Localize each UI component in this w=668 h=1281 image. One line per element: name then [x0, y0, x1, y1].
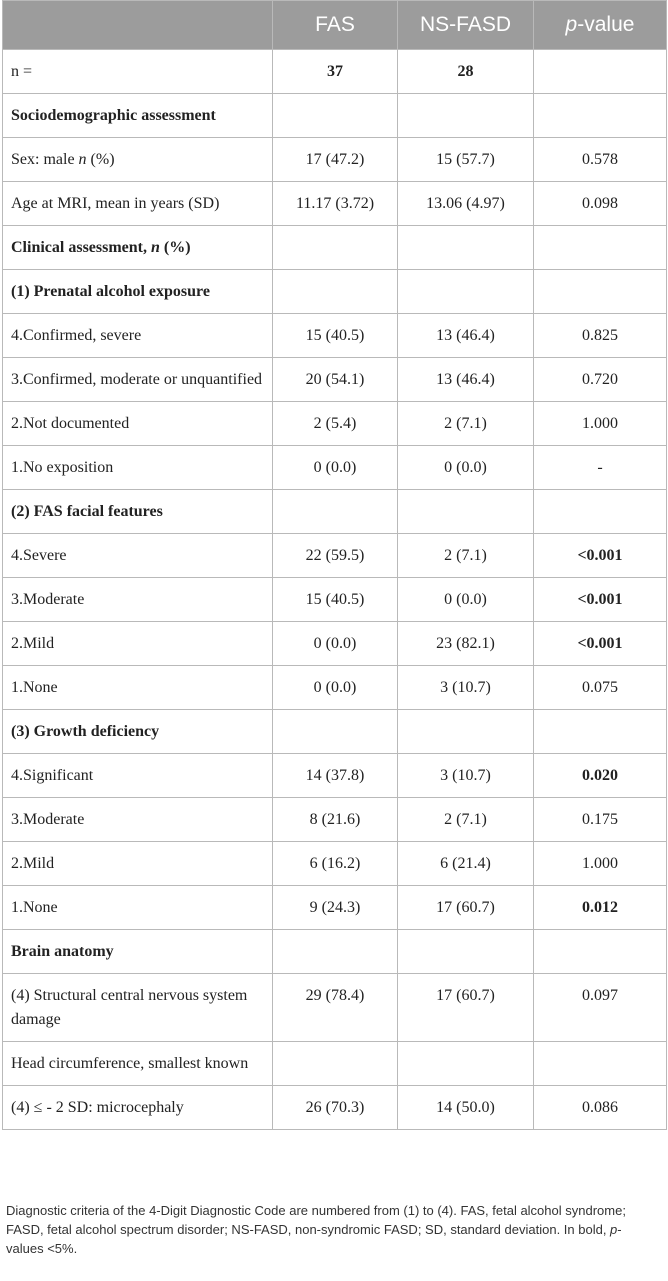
row-label: 2.Mild [3, 842, 273, 886]
row-label: 1.No exposition [3, 446, 273, 490]
empty-cell [534, 930, 667, 974]
cell-fas: 0 (0.0) [273, 666, 398, 710]
subsection-label: (2) FAS facial features [3, 490, 273, 534]
cell-p-value: 0.720 [534, 358, 667, 402]
header-blank [3, 1, 273, 50]
table-row [3, 578, 667, 622]
cell-nsfasd: 2 (7.1) [398, 402, 534, 446]
row-label: n = [3, 50, 273, 94]
footnote-part2: -values <5%. [6, 1222, 622, 1256]
table-row [3, 358, 667, 402]
empty-cell [273, 226, 398, 270]
subsection-label: (3) Growth deficiency [3, 710, 273, 754]
cell-nsfasd: 0 (0.0) [398, 578, 534, 622]
empty-cell [534, 710, 667, 754]
row-label: 2.Mild [3, 622, 273, 666]
cell-p-value: 0.012 [534, 886, 667, 930]
empty-cell [273, 1042, 398, 1086]
row-label: 1.None [3, 886, 273, 930]
section-row-clinical [3, 226, 667, 270]
section-label-pre: Clinical assessment, [11, 239, 151, 256]
cell-p-value: 0.175 [534, 798, 667, 842]
cell-fas: 0 (0.0) [273, 446, 398, 490]
table-row [3, 182, 667, 226]
cell-fas: 15 (40.5) [273, 314, 398, 358]
cell-nsfasd: 17 (60.7) [398, 886, 534, 930]
row-label: (4) ≤ - 2 SD: microcephaly [3, 1086, 273, 1130]
cell-fas: 15 (40.5) [273, 578, 398, 622]
empty-cell [534, 94, 667, 138]
section-label: Brain anatomy [3, 930, 273, 974]
cell-nsfasd: 13 (46.4) [398, 314, 534, 358]
cell-fas: 37 [273, 50, 398, 94]
row-label: 4.Confirmed, severe [3, 314, 273, 358]
table-row [3, 974, 667, 1042]
footnote-part1: Diagnostic criteria of the 4-Digit Diagnostic Code are numbered from (1) to (4). FAS, fetal alcohol syndrome; FASD, fetal alcohol spectrum disorder; NS-FASD, non-syndromic FASD; SD, standard deviation. In bold, [6, 1203, 626, 1237]
empty-cell [273, 270, 398, 314]
table-row [3, 446, 667, 490]
subsection-label: (1) Prenatal alcohol exposure [3, 270, 273, 314]
table-row [3, 534, 667, 578]
header-row [3, 1, 667, 50]
header-p-italic: p [565, 13, 578, 36]
row-label: 4.Severe [3, 534, 273, 578]
empty-cell [534, 1042, 667, 1086]
row-label: (4) Structural central nervous system damage [3, 974, 273, 1042]
empty-cell [398, 94, 534, 138]
header-fas: FAS [273, 1, 398, 50]
cell-nsfasd: 13 (46.4) [398, 358, 534, 402]
cell-p-value: 1.000 [534, 842, 667, 886]
cell-fas: 22 (59.5) [273, 534, 398, 578]
empty-cell [398, 226, 534, 270]
empty-cell [398, 490, 534, 534]
subsection-row-prenatal [3, 270, 667, 314]
table-row [3, 402, 667, 446]
row-label-pre: Sex: male [11, 151, 79, 168]
cell-nsfasd: 13.06 (4.97) [398, 182, 534, 226]
cell-nsfasd: 6 (21.4) [398, 842, 534, 886]
section-label-post: (%) [159, 239, 191, 256]
cell-p-value: 0.075 [534, 666, 667, 710]
table-row [3, 842, 667, 886]
cell-nsfasd: 15 (57.7) [398, 138, 534, 182]
row-label: Head circumference, smallest known [3, 1042, 273, 1086]
header-nsfasd: NS-FASD [398, 1, 534, 50]
empty-cell [273, 930, 398, 974]
header-p-rest: -value [577, 13, 635, 36]
footnote-italic: p [610, 1222, 618, 1237]
cell-fas: 2 (5.4) [273, 402, 398, 446]
cell-nsfasd: 17 (60.7) [398, 974, 534, 1042]
cell-nsfasd: 23 (82.1) [398, 622, 534, 666]
cell-p-value: 0.020 [534, 754, 667, 798]
empty-cell [534, 226, 667, 270]
cell-fas: 20 (54.1) [273, 358, 398, 402]
table-row [3, 1086, 667, 1130]
cell-nsfasd: 3 (10.7) [398, 754, 534, 798]
table-row [3, 666, 667, 710]
table-header [3, 1, 667, 50]
cell-nsfasd: 3 (10.7) [398, 666, 534, 710]
cell-fas: 6 (16.2) [273, 842, 398, 886]
subsection-row-facial [3, 490, 667, 534]
section-row-brain [3, 930, 667, 974]
table-row [3, 798, 667, 842]
cell-fas: 11.17 (3.72) [273, 182, 398, 226]
cell-fas: 0 (0.0) [273, 622, 398, 666]
cell-fas: 9 (24.3) [273, 886, 398, 930]
cell-nsfasd: 0 (0.0) [398, 446, 534, 490]
empty-cell [273, 94, 398, 138]
empty-cell [398, 1042, 534, 1086]
table-footnote [2, 1201, 658, 1258]
table-row [3, 754, 667, 798]
cell-p-value [534, 50, 667, 94]
row-label-italic: n [78, 151, 87, 168]
header-p-value [534, 1, 667, 50]
cell-p-value: <0.001 [534, 534, 667, 578]
empty-cell [398, 270, 534, 314]
row-label: 2.Not documented [3, 402, 273, 446]
row-label [3, 138, 273, 182]
cell-fas: 17 (47.2) [273, 138, 398, 182]
section-row-sociodemographic [3, 94, 667, 138]
table-row [3, 1042, 667, 1086]
results-table [2, 0, 667, 1130]
cell-p-value: 0.825 [534, 314, 667, 358]
table-row [3, 886, 667, 930]
empty-cell [398, 710, 534, 754]
cell-nsfasd: 2 (7.1) [398, 534, 534, 578]
row-label: Age at MRI, mean in years (SD) [3, 182, 273, 226]
section-label-italic: n [151, 239, 160, 256]
cell-nsfasd: 28 [398, 50, 534, 94]
cell-p-value: 0.086 [534, 1086, 667, 1130]
table-row-n [3, 50, 667, 94]
section-label: Sociodemographic assessment [3, 94, 273, 138]
cell-fas: 29 (78.4) [273, 974, 398, 1042]
cell-p-value: <0.001 [534, 578, 667, 622]
empty-cell [273, 710, 398, 754]
cell-p-value: <0.001 [534, 622, 667, 666]
cell-p-value: 0.578 [534, 138, 667, 182]
cell-fas: 14 (37.8) [273, 754, 398, 798]
cell-p-value: - [534, 446, 667, 490]
table-row [3, 314, 667, 358]
row-label: 3.Moderate [3, 798, 273, 842]
cell-p-value: 0.098 [534, 182, 667, 226]
cell-p-value: 0.097 [534, 974, 667, 1042]
empty-cell [273, 490, 398, 534]
row-label-post: (%) [86, 151, 115, 168]
cell-fas: 8 (21.6) [273, 798, 398, 842]
empty-cell [534, 490, 667, 534]
row-label: 3.Moderate [3, 578, 273, 622]
cell-nsfasd: 2 (7.1) [398, 798, 534, 842]
row-label: 4.Significant [3, 754, 273, 798]
cell-p-value: 1.000 [534, 402, 667, 446]
empty-cell [534, 270, 667, 314]
table-row [3, 622, 667, 666]
subsection-row-growth [3, 710, 667, 754]
cell-nsfasd: 14 (50.0) [398, 1086, 534, 1130]
table-body [3, 50, 667, 1130]
empty-cell [398, 930, 534, 974]
row-label: 3.Confirmed, moderate or unquantified [3, 358, 273, 402]
table-row [3, 138, 667, 182]
row-label: 1.None [3, 666, 273, 710]
cell-fas: 26 (70.3) [273, 1086, 398, 1130]
section-label [3, 226, 273, 270]
